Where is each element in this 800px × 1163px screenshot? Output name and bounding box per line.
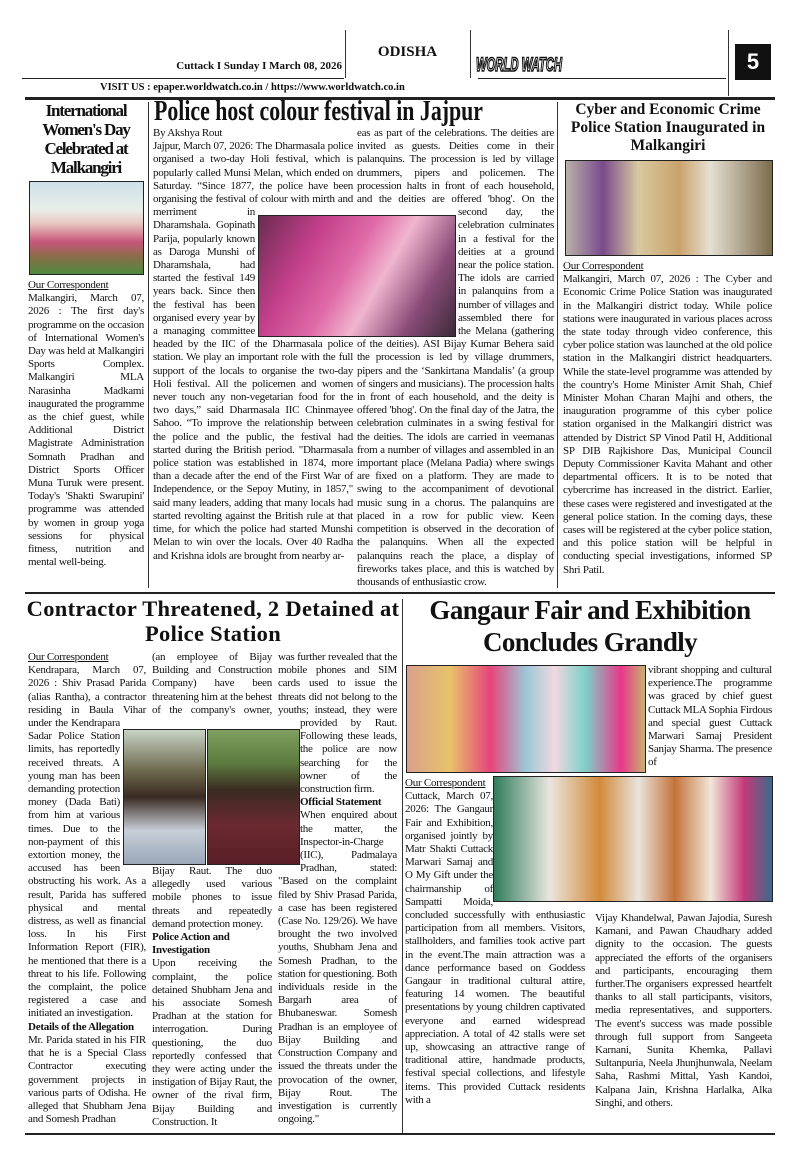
- photo-wrap-spacer: [278, 729, 300, 865]
- cyber-article: [563, 260, 772, 577]
- bottom-rule: [25, 1133, 775, 1135]
- gangaur-top-right-text: vibrant shopping and cultural experience.The programme was graced by chief guest Cuttack MLA Sophia Firdous and special guest Cuttack Marwari Samaj President Sanjay Sharma. The presence of: [648, 664, 772, 769]
- yoga-session-photo: [29, 181, 144, 275]
- article-body: Jajpur, March 07, 2026: The Dharmasala police organised a two-day Holi festival, which is popularly called Munsi Melan, which ended on Saturday. “Since 1877, the police have been organising the festival of colour with mirth and merriment in Dharamshala. Gopinath Parija, popularly known as Daroga Munshi of Dharamshala, had started the festival 149 years back. Since then the festival has been organised every year by a managing committee headed by the IIC of the Dharmasala police station. We play an important role with the full support of the locals to organise the two-day Holi festival. All the policemen and women never touch any non-vegetarian food for the two days,” said Dharmasala IIC Chinmayee Sahoo. “To improve the relationship between the police and the public, the festival had started during the British period. "Dharmasala police station was established in 1874, more than a decade after the end of the First War of Independence, or the Sepoy Mutiny, in 1857," said many leaders, adding that many locals had started revolting against the British rule at that time, for which the police had started Munshi Melan to win over the locals. Over 40 Radha and Krishna idols are brought from nearby ar-: [153, 140, 353, 562]
- article-body: Upon receiving the complaint, the police detained Shubham Jena and his associate Somesh Pradhan at the station for interrogation. During questioning, the duo reportedly confessed that they were acting under the instigation of Bijay Raut, the owner of the rival firm, Bijay Building and Construction. It: [152, 957, 272, 1128]
- article-body: Malkangiri, March 07, 2026 : The first day's programme on the occasion of International Women's Day was held at Malkangiri Sports Complex. Malkangiri MLA Narasinha Madkami inaugurated the programme as the chief guest, while Additional District Magistrate Administration Somnath Pradhan and District Sports Officer Muna Turuk were present. Today's 'Shakti Swarupini' programme was attended by women in group yoga sessions for physical fitness, nutrition and mental well-being.: [28, 292, 144, 569]
- photo-wrap-spacer: [255, 215, 353, 336]
- contractor-col3: [278, 651, 397, 1126]
- womens-day-article: [28, 279, 144, 569]
- gangaur-right-text: Vijay Khandelwal, Pawan Jajodia, Suresh Kamani, and Pawan Chaudhary added dignity to the occasion. The guests appreciated the efforts of the organisers and participants, encouraging them further.The organisers expressed heartfelt thanks to all stall participants, visitors, media representatives, and supporters. The event's success was made possible through full support from Sangeeta Karnani, Sunita Khemka, Pallavi Sultanpuria, Neela Jhunjhunwala, Neelam Saha, Rashmi Mittal, Yash Kandoi, Kalpana Jain, Krishna Harlalka, Alka Singhi, and others.: [595, 912, 772, 1109]
- subheading: Details of the Allegation: [28, 1020, 134, 1033]
- byline: Our Correspondent: [405, 777, 486, 789]
- page-number: 5: [735, 44, 771, 80]
- svg-text:WORLD WATCH: WORLD WATCH: [476, 55, 563, 76]
- photo-wrap-spacer: [493, 777, 585, 907]
- article-body: Mr. Parida stated in his FIR that he is a Special Class Contractor executing government projects in various parts of Odisha. He alleged that Shubham Jena and Somesh Pradhan: [28, 1033, 146, 1126]
- article-body: was further revealed that the mobile phones and SIM cards used to issue the threats did not belong to the youths; instead, they were provided by Raut. Following these leads, the police are now searching for the owner of the construction firm.: [278, 651, 397, 796]
- article-body: (an employee of Bijay Building and Construction Company) have been threatening him at the behest of the company's owner, Bijay Raut. The duo allegedly used various mobile phones to issue threats and repeatedly demand protection money.: [152, 651, 272, 930]
- gangaur-headline: Gangaur Fair and Exhibition Concludes Grandly: [429, 595, 751, 657]
- photo-wrap-spacer: [152, 729, 272, 865]
- article-body: eas as part of the celebrations. The deities are invited as guests. Deities come in their palanquins. The procession is led by village drummers, pipers and policemen. The procession halts in front of each household, and the deities are offered 'bhog'. On the second day, the celebration culminates in a festival for the deities at a ground near the police station. The idols are carried in palanquins from a number of villages and assembled there for the Melana (gathering of the deities). ASI Bijay Kumar Behera said the procession is led by village drummers, pipers and the ‘Sankirtana Mandalis’ (a group of singers and musicians). The procession halts in front of each household, and the deity is offered 'bhog'. On the final day of the Jatra, the celebration culminates in a swing festival for the deities. The idols are carried in veemanas from a number of villages and assembled in an important place (Melana Padia) where swings are fixed on a platform. They are made to swing to the accompaniment of devotional music sung in a chorus. The palanquins are placed in a row for public view. Keen competition is observed in the decoration of the palanquins. When all the expected palanquins reach the place, a display of fireworks takes place, and this is watched by thousands of enthusiastic crow.: [357, 127, 554, 588]
- world-watch-logo: [474, 44, 564, 78]
- date-line: Cuttack I Sunday I March 08, 2026: [176, 60, 342, 72]
- cyber-headline: Cyber and Economic Crime Police Station Inaugurated in Malkangiri: [570, 101, 766, 154]
- jajpur-col2: [357, 127, 554, 589]
- jajpur-headline: Police host colour festival in Jajpur: [154, 96, 484, 127]
- gangaur-left-text: [405, 777, 585, 1107]
- byline: Our Correspondent: [563, 260, 644, 272]
- police-station-inauguration-photo: [565, 160, 773, 256]
- header-divider: [345, 30, 346, 78]
- photo-wrap-spacer: [357, 215, 458, 336]
- article-body: Malkangiri, March 07, 2026 : The Cyber and Economic Crime Police Station was inaugurated in the Malkangiri district today. While police stations were inaugurated in various places across the state today through video conference, this cyber police station was launched at the old police station in the Malkangiri district headquarters. While the state-level programme was attended by the country's Home Minister Amit Shah, Chief Minister Mohan Charan Majhi and others, the inauguration programme of this cyber police station organised in the Malkangiri district was attended by District SP Vinod Patil H, Additional SP DIB Rajkishore Das, Municipal Council Deputy Commissioner Kavita Mahant and other departmental officers. It is to be noted that cybercrime has increased in the district. Earlier, these cases were registered and investigated at the general police station. In the coming days, these cases will be registered at the cyber police station, and this police station will be helpful in conducting special investigations, informed SP Shri Patil.: [563, 273, 773, 576]
- column-divider: [148, 102, 149, 588]
- contractor-col1: [28, 651, 146, 1126]
- womens-day-headline: International Women's Day Celebrated at Malkangiri: [42, 101, 130, 177]
- column-divider: [557, 102, 558, 588]
- jajpur-col1: [153, 127, 353, 563]
- byline: By Akshya Rout: [153, 127, 223, 139]
- visit-us-line: VISIT US : epaper.worldwatch.co.in / https://www.worldwatch.co.in: [100, 82, 405, 93]
- header-rule: [22, 78, 344, 79]
- contractor-col2: [152, 651, 272, 1129]
- subheading: Official Statement: [300, 796, 382, 809]
- byline: Our Correspondent: [28, 651, 109, 663]
- article-body: When enquired about the matter, the Inspector-in-Charge (IIC), Padmalaya Pradhan, stated: "Based on the complaint filed by Shiv Prasad Parida, a case has been registered (Case No. 129/26). We have brought the two involved youths, Shubham Jena and Somesh Pradhan, to the station for questioning. Both individuals reside in the Bargarh area of Bhubaneswar. Somesh Pradhan is an employee of Bijay Building and Construction Company and issued the threats under the provocation of the owner, Bijay Rout. The investigation is currently ongoing.": [278, 809, 397, 1126]
- children-cultural-photo: [406, 665, 646, 773]
- subheading: Police Action and Investigation: [152, 931, 230, 957]
- photo-wrap-spacer: [120, 729, 146, 865]
- byline: Our Correspondent: [28, 279, 109, 291]
- header-rule: [478, 78, 726, 79]
- header-divider: [470, 30, 471, 78]
- header-divider: [728, 30, 729, 96]
- contractor-headline: Contractor Threatened, 2 Detained at Police Station: [26, 596, 400, 646]
- article-body: Kendrapara, March 07, 2026 : Shiv Prasad Parida (alias Rantha), a contractor residing in Baula Vihar under the Kendrapara Sadar Police Station limits, has reportedly received threats. A young man has been demanding protection money (Dada Bati) from him at various times. Due to the non-payment of this extortion money, the accused has been obstructing his work. As a result, Parida has suffered physical and mental distress, as well as financial loss. In his First Information Report (FIR), he mentioned that there is a threat to his life. Following the complaint, the police registered a case and initiated an investigation.: [28, 664, 146, 1020]
- article-body: Cuttack, March 07, 2026: The Gangaur Fair and Exhibition, organised jointly by Matr Shakti Cuttack Marwari Samaj and O My Gift under the chairmanship of Sampatti Moida, concluded successfully with enthusiastic participation from all members. Visitors, stallholders, and families took active part in the event.The main attraction was a dance performance based on Goddess Gangaur in traditional cultural attire, featuring 14 women. The beautiful presentations by young children captivated everyone and earned widespread appreciation. A total of 42 stalls were set up, showcasing an attractive range of traditional attire, handmade products, festival special collections, and lifestyle items. This provided Cuttack residents with a: [405, 790, 585, 1106]
- column-divider: [402, 599, 403, 1134]
- section-name: ODISHA: [377, 44, 438, 60]
